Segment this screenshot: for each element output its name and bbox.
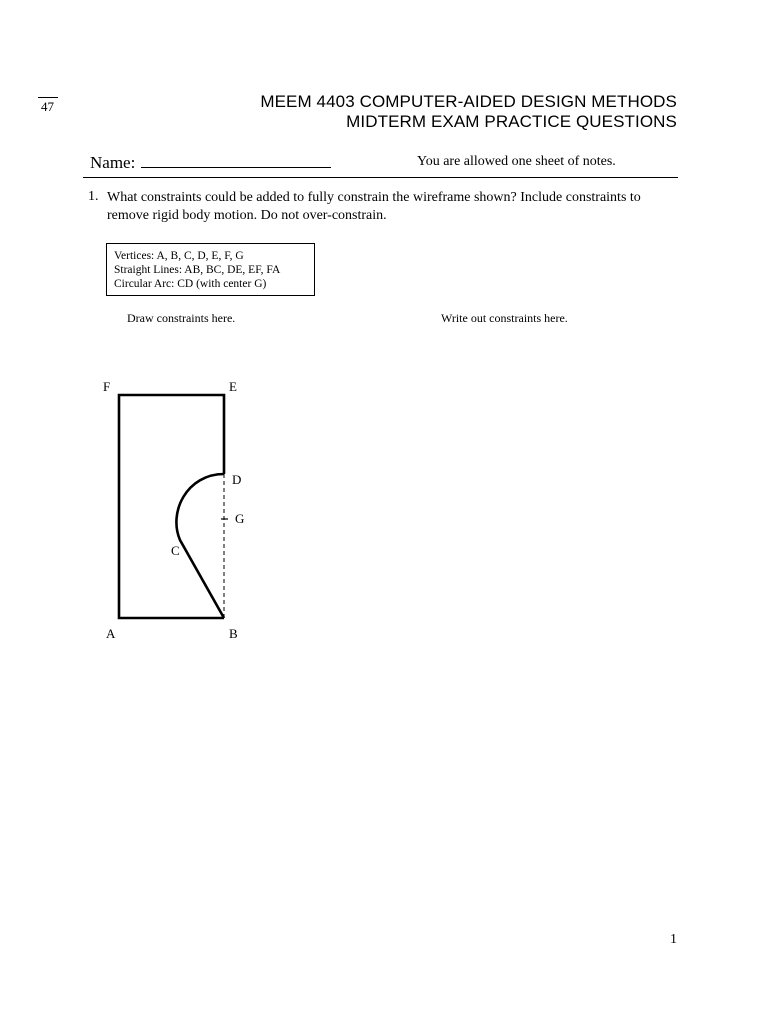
vertex-label-d: D xyxy=(232,472,242,487)
question-text: What constraints could be added to fully constrain the wireframe shown? Include constraints to remove rigid body motion. Do not over-constrain. xyxy=(107,190,641,223)
exam-title: MIDTERM EXAM PRACTICE QUESTIONS xyxy=(346,112,677,131)
info-circular-arc: Circular Arc: CD (with center G) xyxy=(114,278,267,290)
wireframe-arc-and-line-bc xyxy=(176,474,224,618)
wireframe-straight-lines xyxy=(119,395,224,618)
question-number: 1. xyxy=(88,189,99,204)
vertex-label-f: F xyxy=(103,379,111,394)
vertex-label-a: A xyxy=(106,626,116,641)
vertex-label-c: C xyxy=(171,543,180,558)
vertex-label-e: E xyxy=(229,379,237,394)
notes-instruction: You are allowed one sheet of notes. xyxy=(417,154,616,169)
name-label: Name: xyxy=(90,153,136,172)
vertex-label-b: B xyxy=(229,626,238,641)
info-straight-lines: Straight Lines: AB, BC, DE, EF, FA xyxy=(114,264,281,276)
write-constraints-label: Write out constraints here. xyxy=(441,311,568,325)
course-title: MEEM 4403 COMPUTER-AIDED DESIGN METHODS xyxy=(260,92,677,111)
draw-constraints-label: Draw constraints here. xyxy=(127,311,236,325)
page-number: 1 xyxy=(670,932,677,947)
info-vertices: Vertices: A, B, C, D, E, F, G xyxy=(114,250,244,262)
vertex-label-g: G xyxy=(235,511,245,526)
score-value: 47 xyxy=(41,99,54,114)
